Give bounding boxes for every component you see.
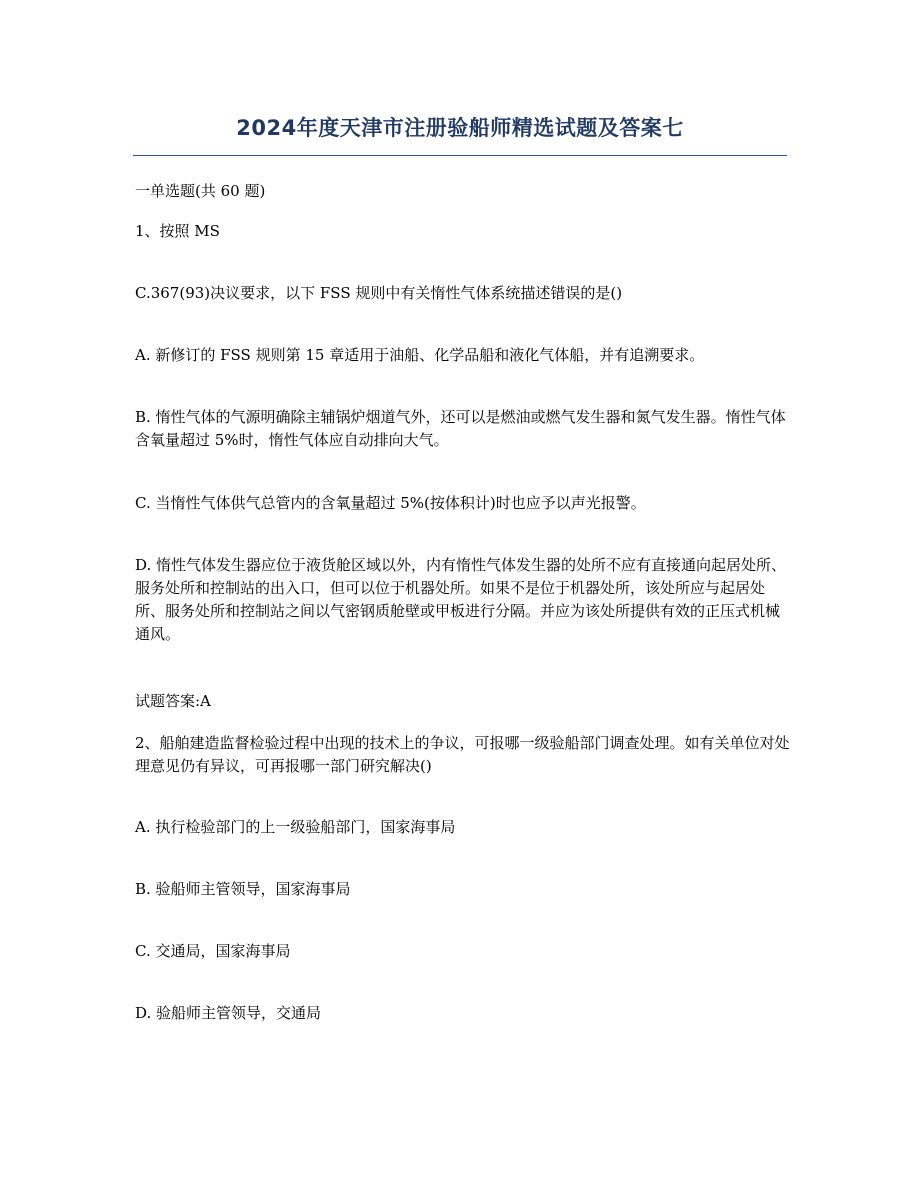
q1-answer: 试题答案:A [135,692,211,710]
q2-stem: 2、船舶建造监督检验过程中出现的技术上的争议，可报哪一级验船部门调查处理。如有关单位对处理意见仍有异议，可再报哪一部门研究解决() [135,734,790,775]
q1-number-line: 1、按照 MS [135,222,220,240]
q2-option-a: A. 执行检验部门的上一级验船部门，国家海事局 [135,818,456,836]
q1-option-c: C. 当惰性气体供气总管内的含氧量超过 5%(按体积计)时也应予以声光报警。 [135,494,646,512]
q1-option-a: A. 新修订的 FSS 规则第 15 章适用于油船、化学品船和液化气体船，并有追溯要求。 [135,346,705,364]
section-heading: 一单选题(共 60 题) [135,182,266,200]
document-title: 2024年度天津市注册验船师精选试题及答案七 [236,116,684,140]
q2-option-c: C. 交通局，国家海事局 [135,942,291,960]
q2-option-b: B. 验船师主管领导，国家海事局 [135,880,351,898]
q1-option-b: B. 惰性气体的气源明确除主辅锅炉烟道气外，还可以是燃油或燃气发生器和氮气发生器。惰性气体含氧量超过 5%时，惰性气体应自动排向大气。 [135,408,786,449]
q1-stem: C.367(93)决议要求，以下 FSS 规则中有关惰性气体系统描述错误的是() [135,284,623,302]
title-divider [133,155,787,156]
q2-option-d: D. 验船师主管领导，交通局 [135,1004,322,1022]
q1-option-d: D. 惰性气体发生器应位于液货舱区域以外，内有惰性气体发生器的处所不应有直接通向起居处所、服务处所和控制站的出入口，但可以位于机器处所。如果不是位于机器处所，该处所应与起居处所、服务处所和控制站之间以气密钢质舱壁或甲板进行分隔。并应为该处所提供有效的正压式机械通风。 [135,556,787,643]
